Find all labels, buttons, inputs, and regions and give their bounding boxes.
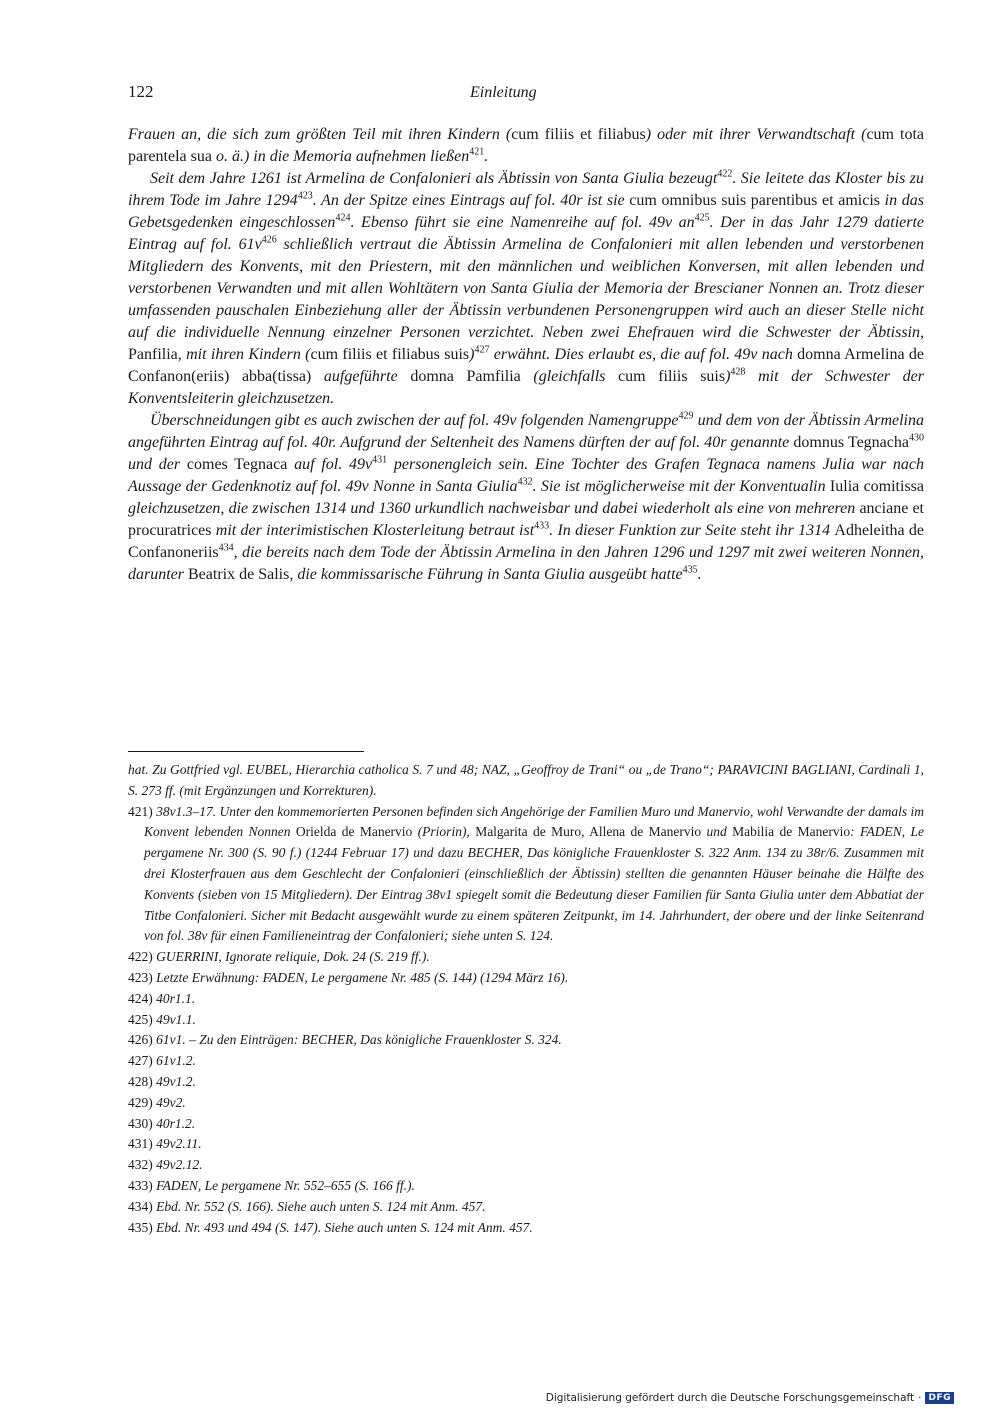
footnote-number: 434)	[128, 1198, 153, 1214]
footnote-text: 40r1.1.	[152, 990, 196, 1006]
footnote-item	[128, 1030, 924, 1051]
dfg-logo: DFG	[925, 1392, 954, 1404]
footnote-ref: 427	[474, 344, 490, 356]
footnote-text: Ebd. Nr. 493 und 494 (S. 147). Siehe auch unten S. 124 mit Anm. 457.	[152, 1219, 533, 1235]
footnote-number: 426)	[128, 1032, 153, 1048]
credit-text: Digitalisierung gefördert durch die Deutsche Forschungsgemeinschaft	[545, 1392, 915, 1404]
footnote-number: 424)	[128, 990, 153, 1006]
footnotes	[128, 760, 924, 1238]
footnote-item	[128, 1010, 924, 1031]
footnote-item	[128, 1155, 924, 1176]
footnote-item	[128, 989, 924, 1010]
footnote-item	[128, 1218, 924, 1239]
paragraph-1: Frauen an, die sich zum größten Teil mit ihren Kindern (cum filiis et filiabus) oder mit ihrer Verwandtschaft (cum tota parentela sua o. ä.) in die Memoria aufnehmen ließen$^{421}$.	[128, 126, 925, 165]
footnote-ref: 430	[909, 432, 924, 444]
footnote-text: 49v2.12.	[152, 1157, 203, 1173]
footnote-ref: 423	[297, 190, 313, 202]
footnote-ref: 432	[517, 476, 533, 488]
footnote-item	[128, 1114, 924, 1135]
footnote-ref: 429	[678, 410, 694, 422]
footnote-number: 432)	[128, 1157, 153, 1173]
footnote-ref: 421	[469, 146, 485, 158]
footnote-text: 61v1.2.	[152, 1053, 196, 1069]
footnote-number: 428)	[128, 1073, 153, 1089]
footnote-number: 431)	[128, 1136, 153, 1152]
page-number: 122	[128, 82, 154, 101]
footnote-ref: 435	[682, 564, 698, 576]
footnote-item	[128, 1093, 924, 1114]
footnote-number: 429)	[128, 1094, 153, 1110]
footnote-separator	[128, 751, 364, 752]
dfg-credit	[546, 1392, 954, 1404]
footnote-text: GUERRINI, Ignorate reliquie, Dok. 24 (S. 219 ff.).	[152, 949, 430, 965]
footnote-item	[128, 947, 924, 968]
footnote-ref: 431	[372, 454, 388, 466]
footnote-continuation: hat. Zu Gottfried vgl. EUBEL, Hierarchia catholica S. 7 und 48; NAZ, „Geoffroy de Trani“ ou „de Trano“; PARAVICINI BAGLIANI, Cardinali 1, S. 273 ff. (mit Ergänzungen und Korrekturen).	[128, 762, 924, 798]
footnote-item	[128, 1134, 924, 1155]
footnote-item	[128, 1197, 924, 1218]
footnote-ref: 433	[534, 520, 550, 532]
footnote-text: 49v1.1.	[152, 1011, 196, 1027]
footnote-ref: 424	[335, 212, 351, 224]
running-head: Einleitung	[470, 84, 537, 101]
footnote-text: 49v2.11.	[152, 1136, 202, 1152]
footnote-text: 49v2.	[152, 1094, 186, 1110]
footnote-text: FADEN, Le pergamene Nr. 552–655 (S. 166 ff.).	[152, 1177, 415, 1193]
footnote-item	[128, 1051, 924, 1072]
footnote-number: 423)	[128, 969, 153, 985]
main-text	[128, 124, 924, 586]
footnote-item	[128, 1072, 924, 1093]
footnote-item	[128, 1176, 924, 1197]
footnote-ref: 426	[261, 234, 277, 246]
footnote-number: 433)	[128, 1177, 153, 1193]
paragraph-3: Überschneidungen gibt es auch zwischen der auf fol. 49v folgenden Namengruppe$^{429}$ und dem von der Äbtissin Armelina angeführten Eintrag auf fol. 40r. Aufgrund der Seltenheit des Namens dürften der auf fol. 40r genannte domnus Tegnacha$^{430}$ und der comes Tegnaca auf fol. $49v^{431}$ personengleich sein. Eine Tochter des Grafen Tegnaca namens Julia war nach Aussage der Gedenknotiz auf fol. 49v Nonne in Santa Giulia$^{432}$. Sie ist möglicherweise mit der Konventualin Iulia comitissa gleichzusetzen, die zwischen 1314 und 1360 urkundlich nachweisbar und dabei wiederholt als eine von mehreren anciane et procuratrices mit der interimistischen Klosterleitung betraut ist$^{433}$. In dieser Funktion zur Seite steht ihr 1314 Adheleitha de Confanoneriis$^{434}$, die bereits nach dem Tode der Äbtissin Armelina in den Jahren 1296 und 1297 mit zwei weiteren Nonnen, darunter Beatrix de Salis, die kommissarische Führung in Santa Giulia ausgeübt hatte$^{435}$.	[128, 410, 925, 583]
footnote-ref: 434	[218, 542, 234, 554]
paragraph-2: Seit dem Jahre 1261 ist Armelina de Confalonieri als Äbtissin von Santa Giulia bezeugt$^{422}$. Sie leitete das Kloster bis zu ihrem Tode im Jahre 1294$^{423}$. An der Spitze eines Eintrags auf fol. 40r ist sie cum omnibus suis parentibus et amicis in das Gebetsgedenken eingeschlossen$^{424}$. Ebenso führt sie eine Namenreihe auf fol. 49v $an^{425}$. Der in das Jahr 1279 datierte Eintrag auf fol. $61v^{426}$ schließlich vertraut die Äbtissin Armelina de Confalonieri mit allen lebenden und verstorbenen Mitgliedern des Konvents, mit den Priestern, mit den männlichen und weiblichen Konversen, mit allen lebenden und verstorbenen Verwandten und mit allen Wohltätern von Santa Giulia der Memoria der Brescianer Nonnen an. Trotz dieser umfassenden pauschalen Einbeziehung aller der Äbtissin verbundenen Personengruppen wird auch an dieser Stelle nicht auf die individuelle Nennung einzelner Personen verzichtet. Neben zwei Ehefrauen wird die Schwester der Äbtissin, Panfilia, mit ihren Kindern (cum filiis et filiabus suis)$^{427}$ erwähnt. Dies erlaubt es, die auf fol. 49v nach domna Armelina de Confanon(eriis) abba(tissa) aufgeführte domna Pamfilia (gleichfalls cum filiis suis)$^{428}$ mit der Schwester der Konventsleiterin gleichzusetzen.	[128, 168, 925, 407]
footnote-number: 422)	[128, 949, 153, 965]
dot-separator: ·	[918, 1392, 922, 1404]
footnote-list	[128, 947, 924, 1238]
footnote-ref: 422	[717, 168, 733, 180]
footnote-text: Letzte Erwähnung: FADEN, Le pergamene Nr. 485 (S. 144) (1294 März 16).	[152, 969, 569, 985]
footnote-ref: 425	[694, 212, 710, 224]
footnote-text: Ebd. Nr. 552 (S. 166). Siehe auch unten S. 124 mit Anm. 457.	[152, 1198, 486, 1214]
footnote-number: 435)	[128, 1219, 153, 1235]
footnote-text: 40r1.2.	[152, 1115, 196, 1131]
footnote-number: 425)	[128, 1011, 153, 1027]
footnote-text: 61v1. – Zu den Einträgen: BECHER, Das königliche Frauenkloster S. 324.	[152, 1032, 562, 1048]
footnote-item	[128, 968, 924, 989]
footnote-421: 421) 38v1.3–17. Unter den kommemorierten Personen befinden sich Angehörige der Familien Muro und Manervio, wohl Verwandte der damals im Konvent lebenden Nonnen Orielda de Manervio (Priorin), Malgarita de Muro, Allena de Manervio und Mabilia de Manervio: FADEN, Le pergamene Nr. 300 (S. 90 f.) (1244 Februar 17) und dazu BECHER, Das königliche Frauenkloster S. 322 Anm. 134 zu 38r/6. Zusammen mit drei Klosterfrauen aus dem Geschlecht der Confalonieri (einschließlich der Äbtissin) stellten die genannten Häuser beinahe die Hälfte des Konvents (sieben von 15 Mitgliedern). Der Eintrag 38v1 spiegelt somit die Bedeutung dieser Familien für Santa Giulia unter dem Abbatiat der Titbe Confalonieri. Sicher mit Bedacht ausgewählt wurde zu einem späteren Zeitpunkt, im 14. Jahrhundert, der obere und der linke Seitenrand von fol. 38v für einen Familieneintrag der Confalonieri; siehe unten S. 124.	[128, 803, 925, 944]
footnote-text: 49v1.2.	[152, 1073, 196, 1089]
footnote-number: 427)	[128, 1053, 153, 1069]
footnote-number: 430)	[128, 1115, 153, 1131]
footnote-ref: 428	[730, 366, 746, 378]
